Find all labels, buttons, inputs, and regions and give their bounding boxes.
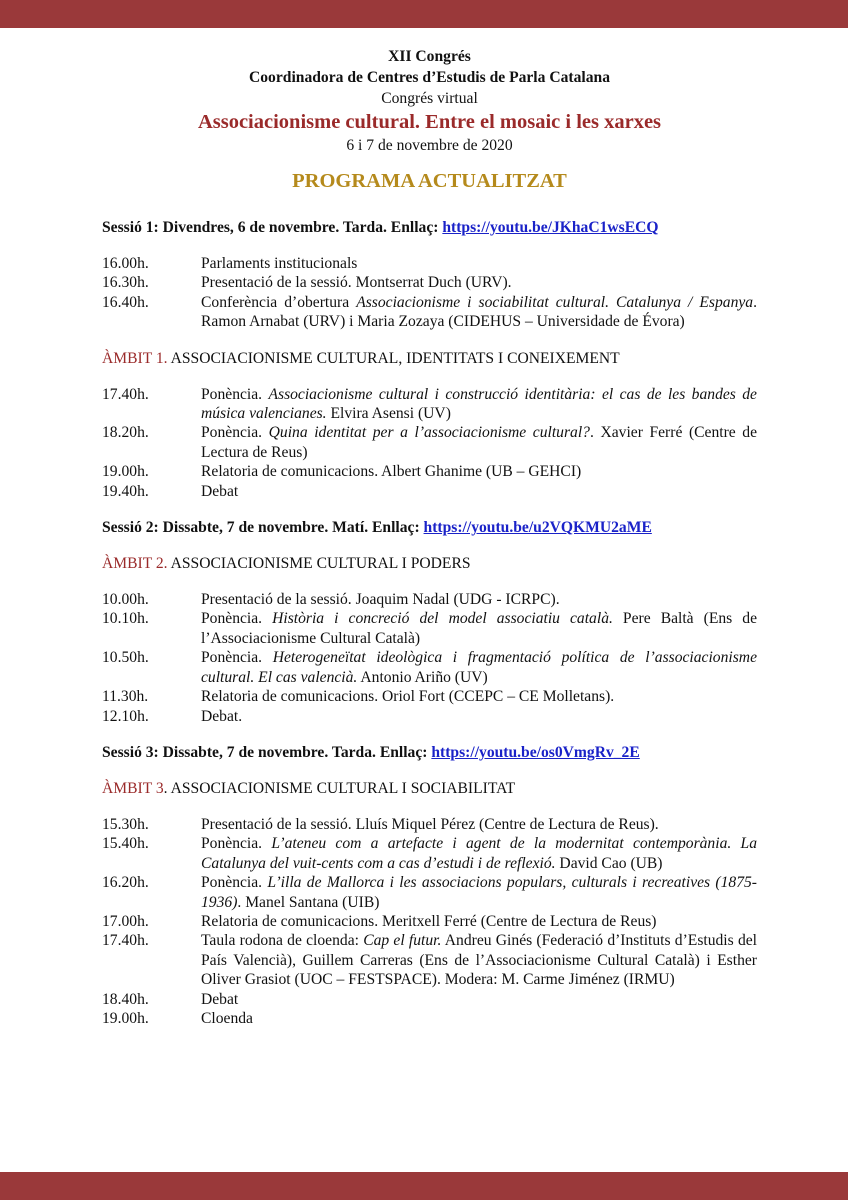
schedule-time: 16.20h. [102, 874, 149, 892]
ambit-1-schedule [102, 385, 757, 501]
schedule-desc: Debat [201, 990, 239, 1008]
schedule-row [102, 273, 757, 292]
schedule-row [102, 590, 757, 609]
ambit-3-heading [102, 780, 757, 798]
schedule-row [102, 990, 757, 1009]
schedule-desc: Ponència. Història i concreció del model associatiu català. Pere Baltà (Ens de l’Associacionisme Cultural Català) [201, 610, 757, 647]
schedule-time: 16.00h. [102, 255, 149, 272]
session-1-schedule [102, 254, 757, 332]
schedule-desc: Presentació de la sessió. Joaquim Nadal (UDG - ICRPC). [201, 591, 560, 609]
schedule-desc: Conferència d’obertura Associacionisme i sociabilitat cultural. Catalunya / Espanya. Ramon Arnabat (URV) i Maria Zozaya (CIDEHUS – Universidade de Évora) [201, 293, 758, 331]
schedule-desc: Ponència. L’illa de Mallorca i les associacions populars, culturals i recreatives (1875-1936). Manel Santana (UIB) [201, 874, 757, 911]
schedule-time: 19.40h. [102, 482, 149, 500]
schedule-row [102, 931, 757, 989]
schedule-desc: Parlaments institucionals [201, 255, 358, 272]
schedule-time: 17.40h. [102, 385, 149, 403]
schedule-time: 17.40h. [102, 932, 149, 950]
schedule-time: 10.10h. [102, 610, 149, 628]
schedule-time: 17.00h. [102, 912, 149, 930]
congress-format: Congrés virtual [381, 90, 478, 107]
ambit-2-number: ÀMBIT 2. [102, 555, 168, 573]
schedule-row [102, 687, 757, 706]
schedule-row [102, 462, 757, 481]
session-3-label: Sessió 3: Dissabte, 7 de novembre. Tarda. Enllaç: [102, 743, 432, 761]
schedule-row [102, 293, 757, 332]
schedule-desc: Cloenda [201, 1009, 253, 1027]
ambit-3-number: ÀMBIT 3 [102, 779, 164, 797]
schedule-row [102, 707, 757, 726]
schedule-row [102, 423, 757, 462]
session-2-label: Sessió 2: Dissabte, 7 de novembre. Matí. Enllaç: [102, 519, 424, 537]
bottom-bar [0, 1172, 848, 1200]
ambit-2-title: ASSOCIACIONISME CULTURAL I PODERS [167, 555, 471, 573]
schedule-row [102, 482, 757, 501]
schedule-time: 19.00h. [102, 463, 149, 481]
schedule-time: 10.50h. [102, 649, 149, 667]
schedule-time: 10.00h. [102, 591, 149, 609]
schedule-desc: Taula rodona de cloenda: Cap el futur. Andreu Ginés (Federació d’Instituts d’Estudis del País Valencià), Guillem Carreras (Ens de l’Associacionisme Cultural Català) i Esther Oliver Grasiot (UOC – FESTSPACE). Modera: M. Carme Jiménez (IRMU) [201, 932, 757, 989]
schedule-row [102, 873, 757, 912]
schedule-desc: Relatoria de comunicacions. Albert Ghanime (UB – GEHCI) [201, 463, 582, 481]
schedule-desc: Ponència. Associacionisme cultural i construcció identitària: el cas de les bandes de música valencianes. Elvira Asensi (UV) [201, 385, 757, 423]
ambit-3-schedule [102, 815, 757, 1028]
schedule-desc: Relatoria de comunicacions. Oriol Fort (CCEPC – CE Molletans). [201, 688, 615, 706]
schedule-desc: Relatoria de comunicacions. Meritxell Ferré (Centre de Lectura de Reus) [201, 912, 657, 930]
ambit-1-number: ÀMBIT 1. [102, 349, 168, 367]
schedule-row [102, 834, 757, 873]
schedule-desc: Presentació de la sessió. Lluís Miquel Pérez (Centre de Lectura de Reus). [201, 815, 659, 833]
session-1-label: Sessió 1: Divendres, 6 de novembre. Tarda. Enllaç: [102, 219, 443, 236]
schedule-row [102, 1009, 757, 1028]
ambit-2-heading [102, 555, 757, 573]
schedule-row [102, 815, 757, 834]
schedule-time: 15.30h. [102, 815, 149, 833]
schedule-time: 18.20h. [102, 424, 149, 442]
ambit-2-schedule [102, 590, 757, 726]
schedule-row [102, 254, 757, 273]
schedule-time: 12.10h. [102, 707, 149, 725]
schedule-time: 19.00h. [102, 1009, 149, 1027]
schedule-desc: Ponència. Heterogeneïtat ideològica i fragmentació política de l’associacionisme cultural. El cas valencià. Antonio Ariño (UV) [201, 649, 757, 686]
session-1-link[interactable]: https://youtu.be/JKhaC1wsECQ [442, 219, 659, 236]
ambit-3-title: . ASSOCIACIONISME CULTURAL I SOCIABILITAT [163, 779, 516, 797]
schedule-row [102, 648, 757, 687]
top-bar [0, 0, 848, 28]
schedule-row [102, 912, 757, 931]
schedule-desc: Debat [201, 482, 239, 500]
schedule-desc: Ponència. L’ateneu com a artefacte i agent de la modernitat contemporània. La Catalunya del vuit-cents com a cas d’estudi i de reflexió. David Cao (UB) [201, 835, 757, 872]
session-3-heading [102, 744, 757, 762]
program-title: PROGRAMA ACTUALITZAT [292, 170, 567, 192]
congress-dates: 6 i 7 de novembre de 2020 [346, 137, 513, 154]
schedule-row [102, 385, 757, 424]
schedule-desc: Debat. [201, 707, 243, 725]
session-2-link[interactable]: https://youtu.be/u2VQKMU2aME [423, 519, 652, 537]
ambit-1-heading [102, 350, 757, 368]
session-2-heading [102, 519, 757, 537]
organizer: Coordinadora de Centres d’Estudis de Parla Catalana [249, 69, 610, 86]
congress-edition: XII Congrés [388, 48, 471, 65]
ambit-1-title: ASSOCIACIONISME CULTURAL, IDENTITATS I CONEIXEMENT [167, 349, 620, 367]
document-header [102, 46, 757, 156]
schedule-desc: Ponència. Quina identitat per a l’associacionisme cultural?. Xavier Ferré (Centre de Lectura de Reus) [201, 424, 757, 461]
session-1-heading [102, 219, 757, 237]
session-3-link[interactable]: https://youtu.be/os0VmgRv_2E [431, 743, 640, 761]
schedule-time: 18.40h. [102, 990, 149, 1008]
schedule-time: 16.30h. [102, 274, 149, 292]
schedule-time: 15.40h. [102, 835, 149, 853]
congress-title: Associacionisme cultural. Entre el mosaic i les xarxes [197, 111, 662, 133]
schedule-desc: Presentació de la sessió. Montserrat Duch (URV). [201, 274, 512, 292]
document-page [102, 46, 757, 1028]
schedule-time: 11.30h. [102, 688, 149, 706]
schedule-row [102, 609, 757, 648]
schedule-time: 16.40h. [102, 293, 149, 311]
